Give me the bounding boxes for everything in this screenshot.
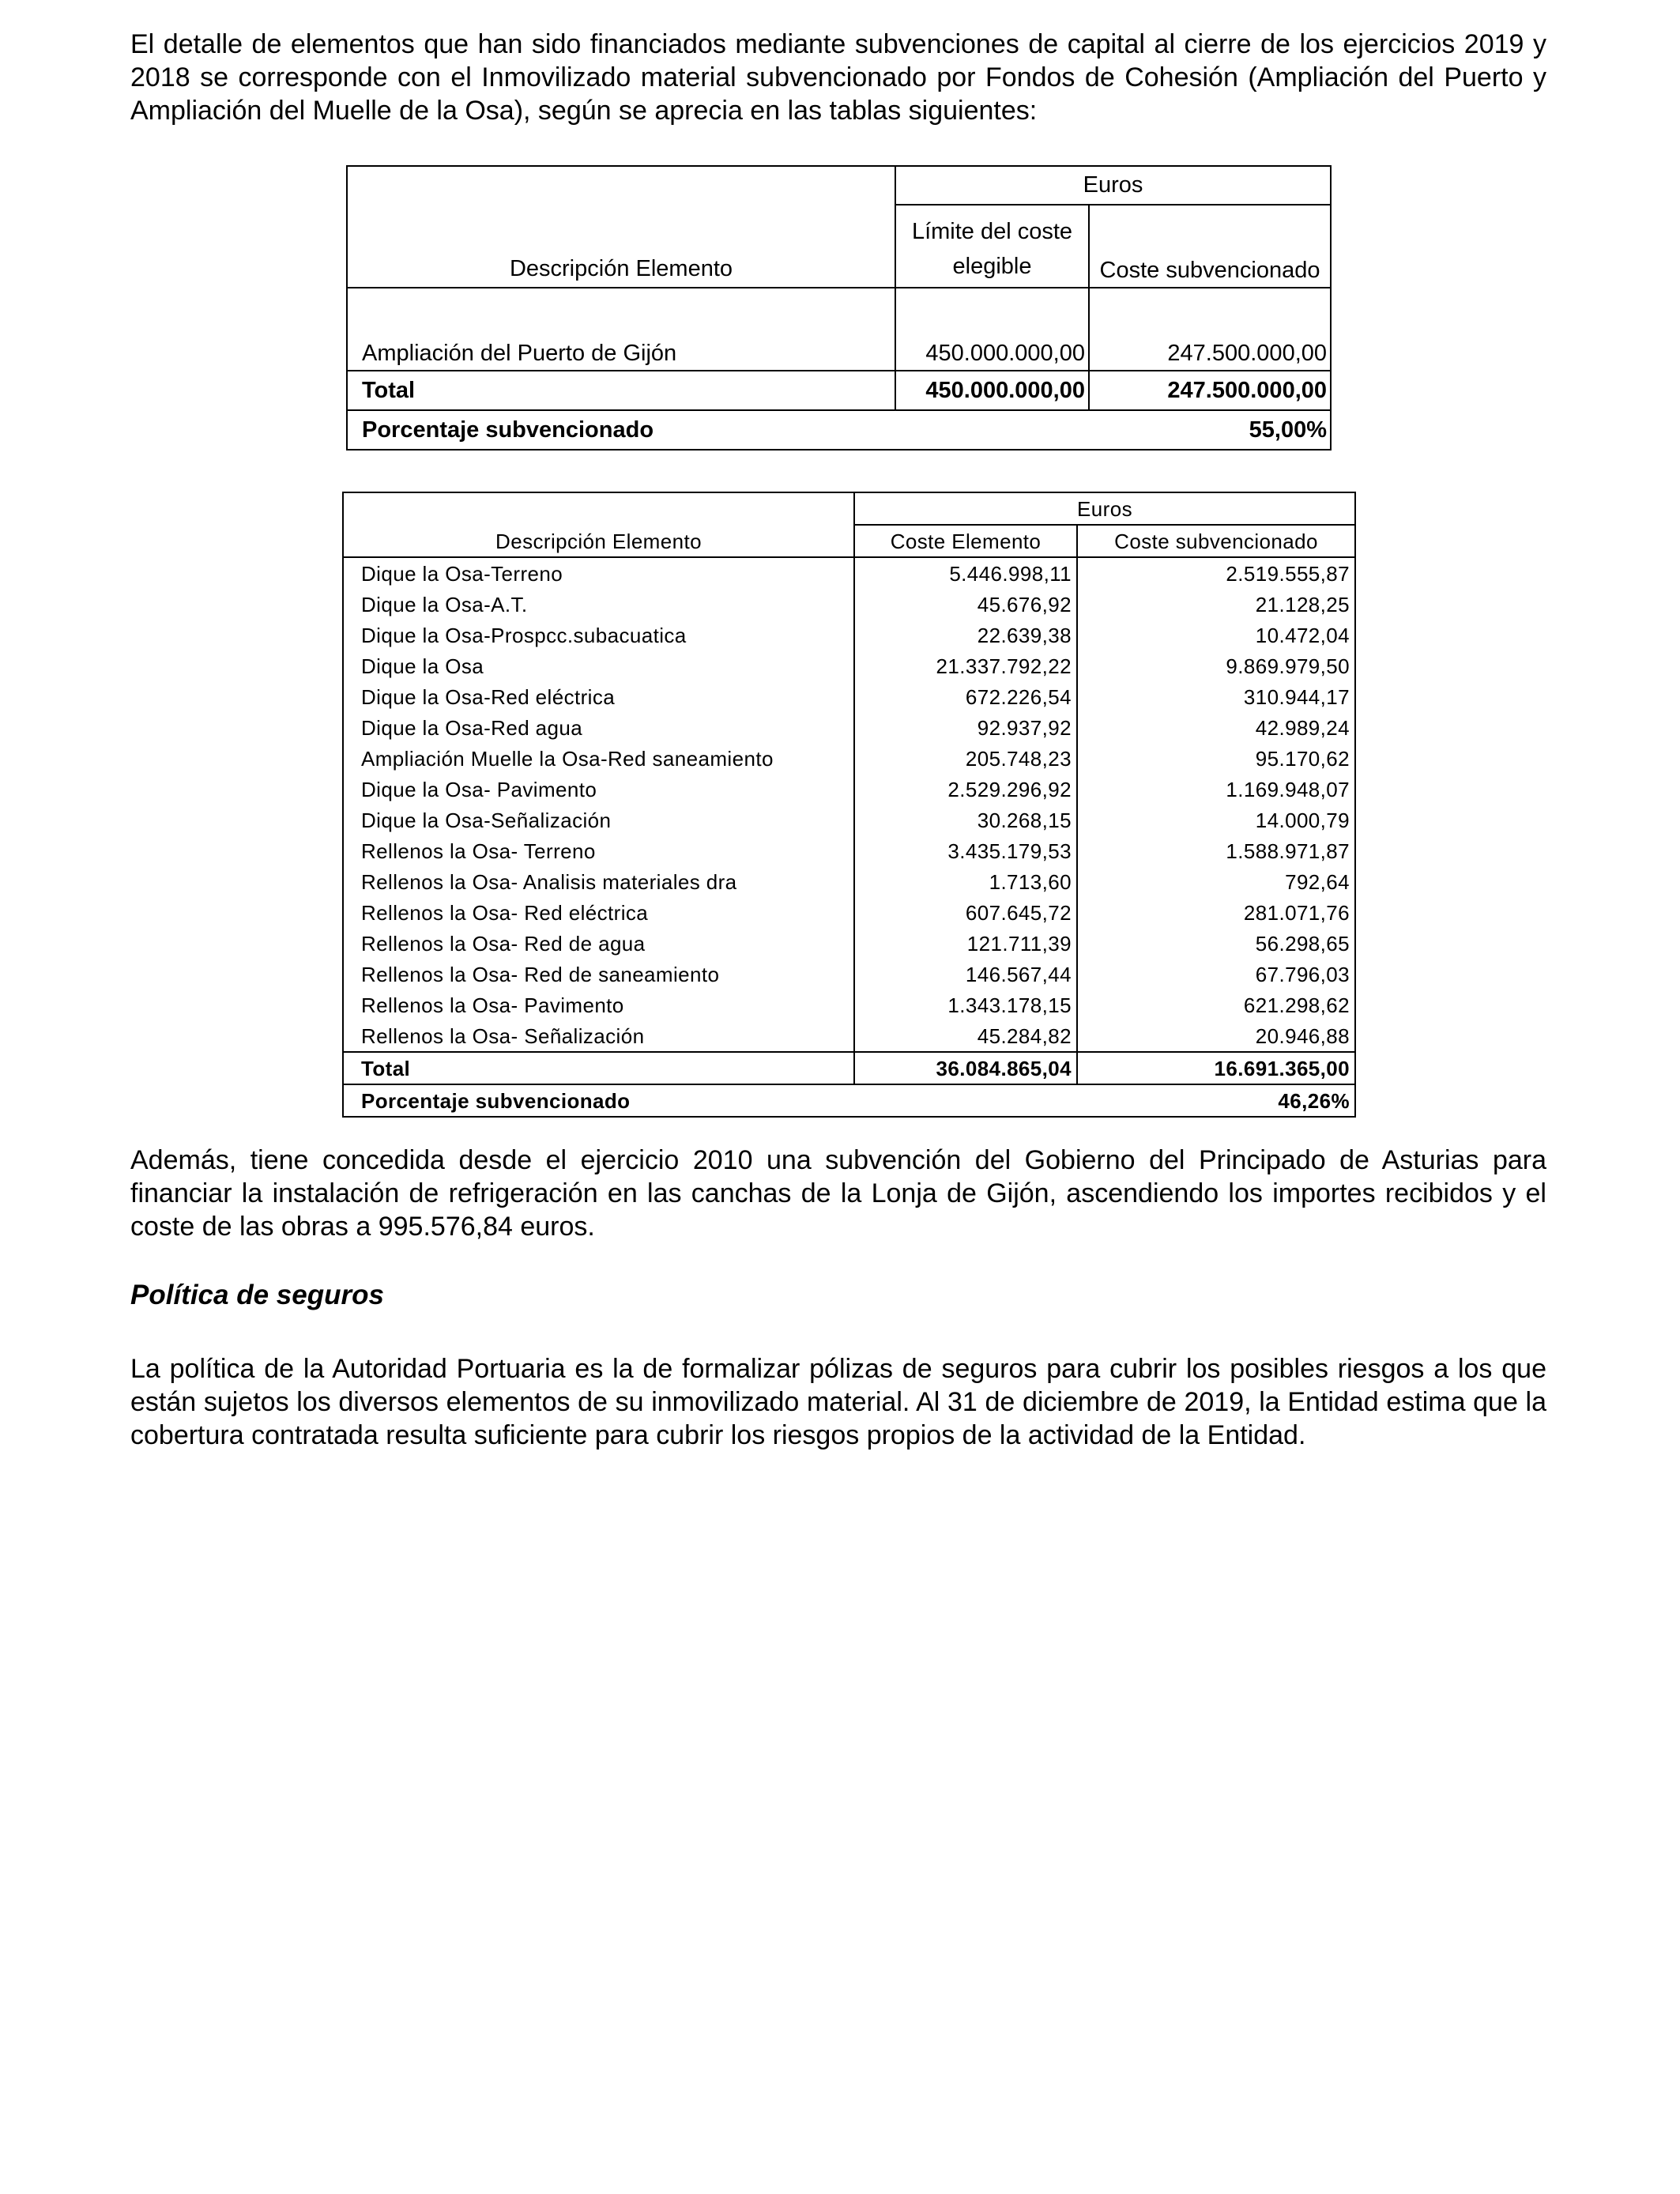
table2-row-cost: 121.711,39 bbox=[854, 928, 1077, 959]
table1-row-limit: 450.000.000,00 bbox=[895, 288, 1089, 371]
table2-row-description: Rellenos la Osa- Señalización bbox=[343, 1020, 854, 1052]
table-row bbox=[343, 743, 1355, 774]
table2-row-cost: 45.676,92 bbox=[854, 589, 1077, 620]
table2-row-description: Rellenos la Osa- Analisis materiales dra bbox=[343, 866, 854, 897]
table-row bbox=[343, 897, 1355, 928]
table2-row-subsidized: 20.946,88 bbox=[1077, 1020, 1355, 1052]
table2-percentage-label: Porcentaje subvencionado bbox=[343, 1084, 854, 1117]
table1-total-limit: 450.000.000,00 bbox=[895, 371, 1089, 410]
table2-row-cost: 1.713,60 bbox=[854, 866, 1077, 897]
table2-total-label: Total bbox=[343, 1052, 854, 1084]
table-row bbox=[343, 650, 1355, 681]
table2-row-description: Dique la Osa- Pavimento bbox=[343, 774, 854, 805]
table2-row-cost: 607.645,72 bbox=[854, 897, 1077, 928]
second-paragraph: Además, tiene concedida desde el ejercicio 2010 una subvención del Gobierno del Principado de Asturias para financiar la instalación de refrigeración en las canchas de la Lonja de Gijón, ascendiendo los importes recibidos y el coste de las obras a 995.576,84 euros. bbox=[130, 1145, 1546, 1242]
table2-row-cost: 22.639,38 bbox=[854, 620, 1077, 650]
table1-row-cost: 247.500.000,00 bbox=[1089, 288, 1331, 371]
table2-row-subsidized: 95.170,62 bbox=[1077, 743, 1355, 774]
table2-row-cost: 205.748,23 bbox=[854, 743, 1077, 774]
table2-row-cost: 146.567,44 bbox=[854, 959, 1077, 990]
table2-row-cost: 30.268,15 bbox=[854, 805, 1077, 835]
table2-row-subsidized: 42.989,24 bbox=[1077, 712, 1355, 743]
table-row bbox=[343, 835, 1355, 866]
osa-pier-subsidy-table bbox=[342, 492, 1356, 1118]
table2-row-subsidized: 14.000,79 bbox=[1077, 805, 1355, 835]
table2-row-cost: 3.435.179,53 bbox=[854, 835, 1077, 866]
table2-row-description: Rellenos la Osa- Red de agua bbox=[343, 928, 854, 959]
table2-cost-subsidized-header: Coste subvencionado bbox=[1077, 525, 1355, 557]
table1-cost-header: Coste subvencionado bbox=[1089, 205, 1331, 288]
table2-row-description: Dique la Osa-Red agua bbox=[343, 712, 854, 743]
table2-row-description: Dique la Osa-Prospcc.subacuatica bbox=[343, 620, 854, 650]
table1-total-label: Total bbox=[347, 371, 895, 410]
table2-row-cost: 45.284,82 bbox=[854, 1020, 1077, 1052]
table1-row-description: Ampliación del Puerto de Gijón bbox=[347, 288, 895, 371]
table2-row-description: Rellenos la Osa- Red eléctrica bbox=[343, 897, 854, 928]
table2-row-subsidized: 10.472,04 bbox=[1077, 620, 1355, 650]
table2-row-subsidized: 281.071,76 bbox=[1077, 897, 1355, 928]
table-row bbox=[343, 681, 1355, 712]
table-row bbox=[343, 1020, 1355, 1052]
table2-row-subsidized: 56.298,65 bbox=[1077, 928, 1355, 959]
table1-limit-header-line2: elegible bbox=[952, 254, 1032, 279]
table2-total-subsidized: 16.691.365,00 bbox=[1077, 1052, 1355, 1084]
table-row bbox=[343, 866, 1355, 897]
intro-paragraph: El detalle de elementos que han sido financiados mediante subvenciones de capital al cierre de los ejercicios 2019 y 2018 se corresponde con el Inmovilizado material subvencionado por Fondos de Cohesión (Ampliación del Puerto y Ampliación del Muelle de la Osa), según se aprecia en las tablas siguientes: bbox=[130, 29, 1546, 126]
table2-row-description: Ampliación Muelle la Osa-Red saneamiento bbox=[343, 743, 854, 774]
table-row bbox=[343, 620, 1355, 650]
table2-row-subsidized: 310.944,17 bbox=[1077, 681, 1355, 712]
table1-total-cost: 247.500.000,00 bbox=[1089, 371, 1331, 410]
table2-percentage-value: 46,26% bbox=[1077, 1084, 1355, 1117]
table-row bbox=[343, 774, 1355, 805]
table2-total-cost: 36.084.865,04 bbox=[854, 1052, 1077, 1084]
table2-row-subsidized: 21.128,25 bbox=[1077, 589, 1355, 620]
table2-row-subsidized: 792,64 bbox=[1077, 866, 1355, 897]
table2-row-subsidized: 9.869.979,50 bbox=[1077, 650, 1355, 681]
table2-body bbox=[343, 557, 1355, 1052]
table-row bbox=[343, 589, 1355, 620]
table2-row-description: Rellenos la Osa- Red de saneamiento bbox=[343, 959, 854, 990]
table1-limit-header-line1: Límite del coste bbox=[911, 219, 1073, 244]
table2-row-cost: 1.343.178,15 bbox=[854, 990, 1077, 1020]
table1-percentage-value: 55,00% bbox=[1089, 410, 1331, 450]
table-row bbox=[343, 959, 1355, 990]
table1-limit-header bbox=[895, 205, 1089, 288]
table2-row-description: Dique la Osa-Red eléctrica bbox=[343, 681, 854, 712]
table1-euros-header: Euros bbox=[895, 166, 1331, 205]
table-row bbox=[343, 928, 1355, 959]
table2-row-subsidized: 2.519.555,87 bbox=[1077, 557, 1355, 589]
table2-row-subsidized: 1.169.948,07 bbox=[1077, 774, 1355, 805]
table2-euros-header: Euros bbox=[854, 492, 1355, 525]
table2-row-description: Dique la Osa bbox=[343, 650, 854, 681]
table2-row-description: Rellenos la Osa- Pavimento bbox=[343, 990, 854, 1020]
table2-cost-element-header: Coste Elemento bbox=[854, 525, 1077, 557]
table2-row-cost: 2.529.296,92 bbox=[854, 774, 1077, 805]
table2-row-cost: 672.226,54 bbox=[854, 681, 1077, 712]
table2-row-subsidized: 621.298,62 bbox=[1077, 990, 1355, 1020]
table2-row-cost: 92.937,92 bbox=[854, 712, 1077, 743]
table2-row-description: Dique la Osa-Señalización bbox=[343, 805, 854, 835]
table2-row-subsidized: 1.588.971,87 bbox=[1077, 835, 1355, 866]
table-row bbox=[343, 990, 1355, 1020]
table1-percentage-label: Porcentaje subvencionado bbox=[347, 410, 895, 450]
table2-row-cost: 21.337.792,22 bbox=[854, 650, 1077, 681]
table-row bbox=[343, 805, 1355, 835]
table2-row-description: Dique la Osa-A.T. bbox=[343, 589, 854, 620]
insurance-policy-paragraph: La política de la Autoridad Portuaria es la de formalizar pólizas de seguros para cubrir los posibles riesgos a los que están sujetos los diversos elementos de su inmovilizado material. Al 31 de diciembre de 2019, la Entidad estima que la cobertura contratada resulta suficiente para cubrir los riesgos propios de la actividad de la Entidad. bbox=[130, 1354, 1546, 1450]
table-row bbox=[343, 712, 1355, 743]
table2-row-description: Dique la Osa-Terreno bbox=[343, 557, 854, 589]
table2-row-cost: 5.446.998,11 bbox=[854, 557, 1077, 589]
table1-description-header-label: Descripción Elemento bbox=[509, 256, 733, 281]
table2-row-subsidized: 67.796,03 bbox=[1077, 959, 1355, 990]
table1-description-header bbox=[347, 166, 895, 288]
table-row bbox=[343, 557, 1355, 589]
section-title: Política de seguros bbox=[130, 1280, 384, 1310]
port-expansion-subsidy-table bbox=[346, 165, 1332, 450]
table2-description-header: Descripción Elemento bbox=[343, 492, 854, 557]
table2-row-description: Rellenos la Osa- Terreno bbox=[343, 835, 854, 866]
